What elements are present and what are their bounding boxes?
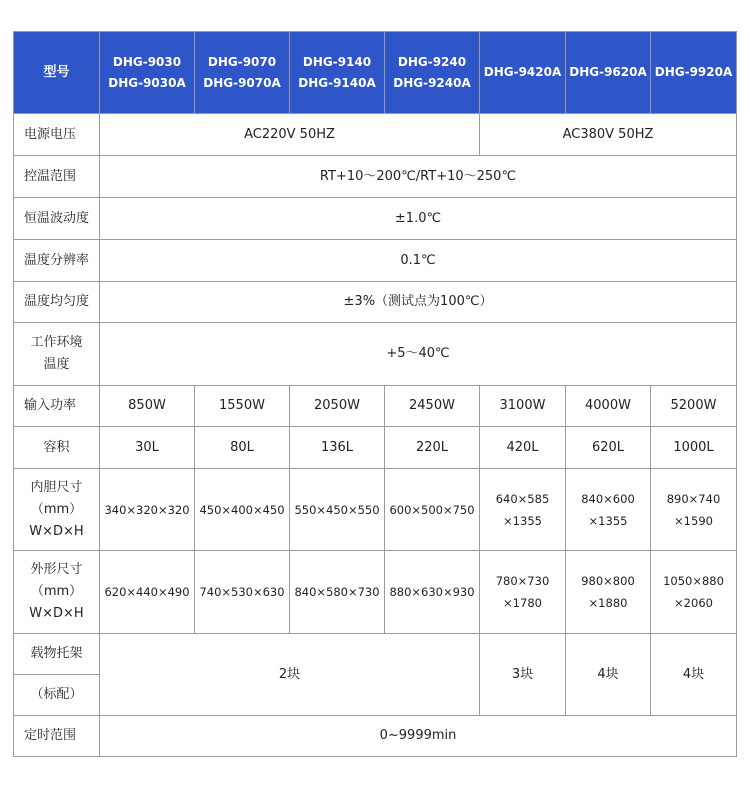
cell-value: 850W	[100, 386, 195, 427]
cell-value: AC380V 50HZ	[480, 114, 737, 156]
row-label: 温度分辨率	[14, 240, 100, 282]
uniformity-row	[14, 282, 737, 323]
cell-value: ±3%（测试点为100℃）	[100, 282, 737, 323]
fluctuation-row	[14, 198, 737, 240]
timer-row	[14, 716, 737, 757]
cell-value: 4块	[651, 634, 737, 716]
cell-value: AC220V 50HZ	[100, 114, 480, 156]
row-label: 恒温波动度	[14, 198, 100, 240]
spec-table	[13, 31, 737, 757]
cell-value: 880×630×930	[385, 551, 480, 634]
cell-value: 0.1℃	[100, 240, 737, 282]
cell-value: 1000L	[651, 427, 737, 469]
cell-value: 4块	[566, 634, 651, 716]
cell-value: 740×530×630	[195, 551, 290, 634]
ambient-row	[14, 323, 737, 386]
cell-value: RT+10～200℃/RT+10～250℃	[100, 156, 737, 198]
resolution-row	[14, 240, 737, 282]
row-label: 内胆尺寸 （mm） W×D×H	[14, 469, 100, 551]
cell-value: 640×585 ×1355	[480, 469, 566, 551]
model-header: DHG-9420A	[480, 32, 566, 114]
cell-value: 620×440×490	[100, 551, 195, 634]
model-header: DHG-9920A	[651, 32, 737, 114]
cell-value: 420L	[480, 427, 566, 469]
row-label: 容积	[14, 427, 100, 469]
cell-value: 136L	[290, 427, 385, 469]
row-label: 温度均匀度	[14, 282, 100, 323]
cell-value: 30L	[100, 427, 195, 469]
cell-value: 890×740 ×1590	[651, 469, 737, 551]
input-power-row	[14, 386, 737, 427]
header-row	[14, 32, 737, 114]
cell-value: 3块	[480, 634, 566, 716]
model-header: DHG-9240 DHG-9240A	[385, 32, 480, 114]
cell-value: 80L	[195, 427, 290, 469]
cell-value: 0~9999min	[100, 716, 737, 757]
cell-value: 2450W	[385, 386, 480, 427]
cell-value: 840×600 ×1355	[566, 469, 651, 551]
cell-value: 2块	[100, 634, 480, 716]
inner-size-row	[14, 469, 737, 551]
cell-value: 550×450×550	[290, 469, 385, 551]
model-header: DHG-9030 DHG-9030A	[100, 32, 195, 114]
power-supply-row	[14, 114, 737, 156]
row-label: 外形尺寸 （mm） W×D×H	[14, 551, 100, 634]
cell-value: 3100W	[480, 386, 566, 427]
cell-value: 220L	[385, 427, 480, 469]
row-label: 载物托架	[14, 634, 100, 675]
model-header-label: 型号	[14, 32, 100, 114]
cell-value: 5200W	[651, 386, 737, 427]
cell-value: 840×580×730	[290, 551, 385, 634]
cell-value: 340×320×320	[100, 469, 195, 551]
row-label: 电源电压	[14, 114, 100, 156]
outer-size-row	[14, 551, 737, 634]
model-header: DHG-9070 DHG-9070A	[195, 32, 290, 114]
cell-value: 1050×880 ×2060	[651, 551, 737, 634]
cell-value: 4000W	[566, 386, 651, 427]
cell-value: 450×400×450	[195, 469, 290, 551]
row-label: 工作环境 温度	[14, 323, 100, 386]
shelves-row-top	[14, 634, 737, 675]
volume-row	[14, 427, 737, 469]
row-label: 定时范围	[14, 716, 100, 757]
model-header: DHG-9620A	[566, 32, 651, 114]
row-label: 控温范围	[14, 156, 100, 198]
temp-range-row	[14, 156, 737, 198]
cell-value: 620L	[566, 427, 651, 469]
cell-value: 2050W	[290, 386, 385, 427]
cell-value: ±1.0℃	[100, 198, 737, 240]
cell-value: 1550W	[195, 386, 290, 427]
cell-value: 980×800 ×1880	[566, 551, 651, 634]
row-label: 输入功率	[14, 386, 100, 427]
row-label: （标配）	[14, 675, 100, 716]
model-header: DHG-9140 DHG-9140A	[290, 32, 385, 114]
cell-value: 780×730 ×1780	[480, 551, 566, 634]
cell-value: 600×500×750	[385, 469, 480, 551]
cell-value: +5～40℃	[100, 323, 737, 386]
